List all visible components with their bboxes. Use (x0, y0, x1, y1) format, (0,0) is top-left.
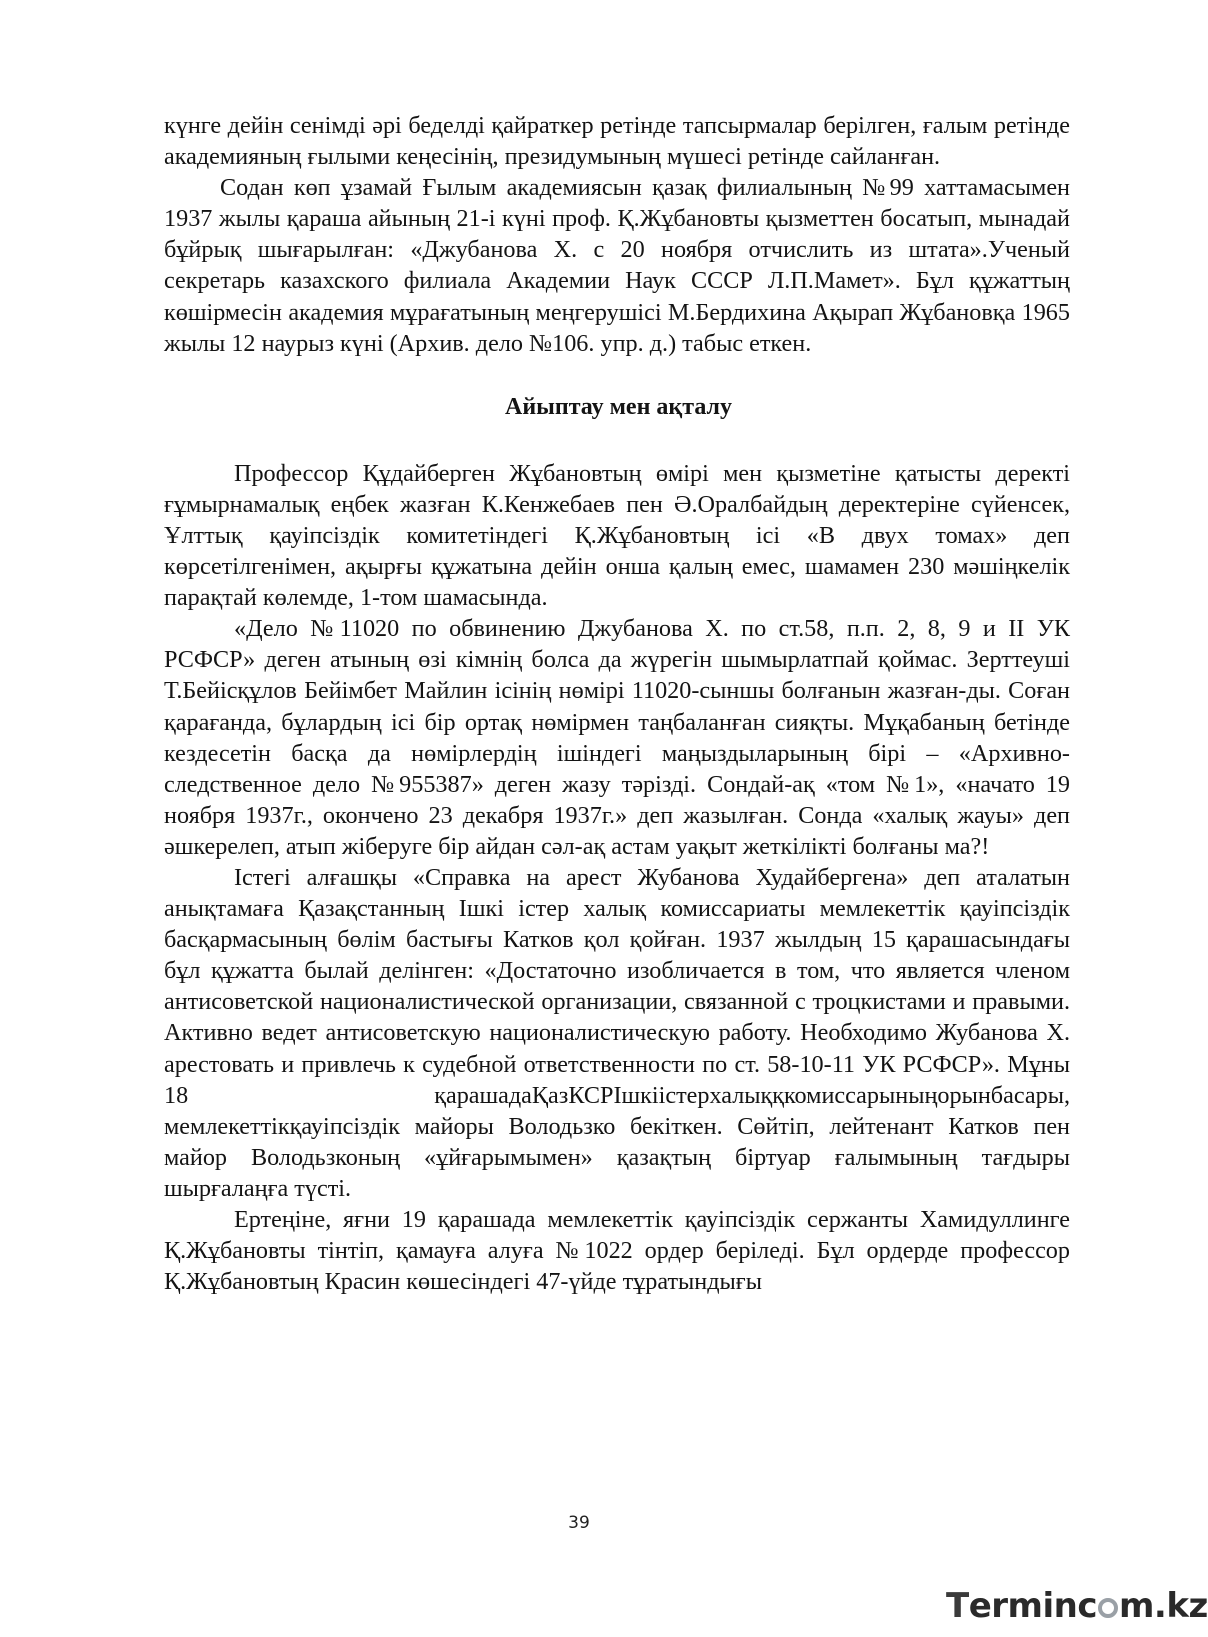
document-page (164, 110, 1070, 1297)
paragraph-1: күнге дейін сенімді әрі беделді қайраткер ретінде тапсырмалар берілген, ғалым ретінде академияның ғылыми кеңесінің, президумының мүшесі ретінде сайланған. (164, 112, 1070, 171)
logo-text-middle: erminc (968, 1586, 1097, 1626)
logo-t-letter: T (946, 1586, 969, 1626)
logo-ring-icon (1098, 1598, 1118, 1618)
paragraph-5: Істегі алғашқы «Справка на арест Жубанова Худайбергена» деп аталатын анықтамаға Қазақстанның Ішкі істер халық комиссариаты мемлекеттік қауіпсіздік басқармасының бөлім бастығы Катков қол қойған. 1937 жылдың 15 қарашасындағы бұл құжатта былай делінген: «Достаточно изобличается в том, что является членом антисоветской националистической организации, связанной с троцкистами и правыми. Активно ведет антисоветскую националистическую работу. Необходимо Жубанова Х. арестовать и привлечь к судебной ответственности по ст. 58-10-11 УК РСФСР». Мұны 18 қарашадаҚазКСРІшкіістерхалыққкомиссарыныңорынбасары, мемлекеттікқауіпсіздік майоры Володьзко бекіткен. Сөйтіп, лейтенант Катков пен майор Володьзконың «ұйғарымымен» қазақтың біртуар ғалымының тағдыры шырғалаңға түсті. (164, 863, 1070, 1202)
section-heading: Айыптау мен ақталу (504, 393, 732, 420)
paragraph-6: Ертеңіне, яғни 19 қарашада мемлекеттік қауіпсіздік сержанты Хамидуллинге Қ.Жұбановты тінтіп, қамауға алуға №1022 ордер беріледі. Бұл ордерде профессор Қ.Жұбановтың Красин көшесіндегі 47-үйде тұратындығы (164, 1206, 1070, 1296)
paragraph-2: Содан көп ұзамай Ғылым академиясын қазақ филиалының №99 хаттамасымен 1937 жылы қараша айының 21-і күні проф. Қ.Жұбановты қызметтен босатып, мынадай бұйрық шығарылған: «Джубанова Х. с 20 ноября отчислить из штата».Ученый секретарь казахского филиала Академии Наук СССР Л.П.Мамет». Бұл құжаттың көшірмесін академия мұрағатының меңгерушісі М.Бердихина Ақырап Жұбановқа 1965 жылы 12 наурыз күні (Архив. дело №106. упр. д.) табыс еткен. (164, 174, 1070, 357)
paragraph-3: Профессор Құдайберген Жұбановтың өмірі мен қызметіне қатысты деректі ғұмырнамалық еңбек жазған К.Кенжебаев пен Ә.Оралбайдың деректеріне сүйенсек, Ұлттық қауіпсіздік комитетіндегі Қ.Жұбановтың ісі «В двух томах» деп көрсетілгенімен, ақырғы құжатына дейін онша қалың емес, шамамен 230 мәшіңкелік парақтай көлемде, 1-том шамасында. (164, 459, 1070, 612)
paragraph-4: «Дело №11020 по обвинению Джубанова Х. по ст.58, п.п. 2, 8, 9 и II УК РСФСР» деген атының өзі кімнің болса да жүрегін шымырлатпай қоймас. Зерттеуші Т.Бейісқұлов Бейімбет Майлин ісінің нөмірі 11020-сыншы болғанын жазған-ды. Соған қарағанда, бұлардың ісі бір ортақ нөмірмен таңбаланған сияқты. Мұқабаның бетінде кездесетін басқа да нөмірлердің ішіндегі маңыздыларының бірі – «Архивно-следственное дело №955387» деген жазу тәрізді. Сондай-ақ «том №1», «начато 19 ноября 1937г., окончено 23 декабря 1937г.» деп жазылған. Сонда «халық жауы» деп әшкерелеп, атып жіберуге бір айдан сәл-ақ астам уақыт жеткілікті болғаны ма?! (164, 615, 1070, 860)
logo-text-end: m.kz (1118, 1586, 1208, 1626)
termincom-logo[interactable] (946, 1586, 1208, 1630)
page-number: 39 (568, 1513, 590, 1533)
